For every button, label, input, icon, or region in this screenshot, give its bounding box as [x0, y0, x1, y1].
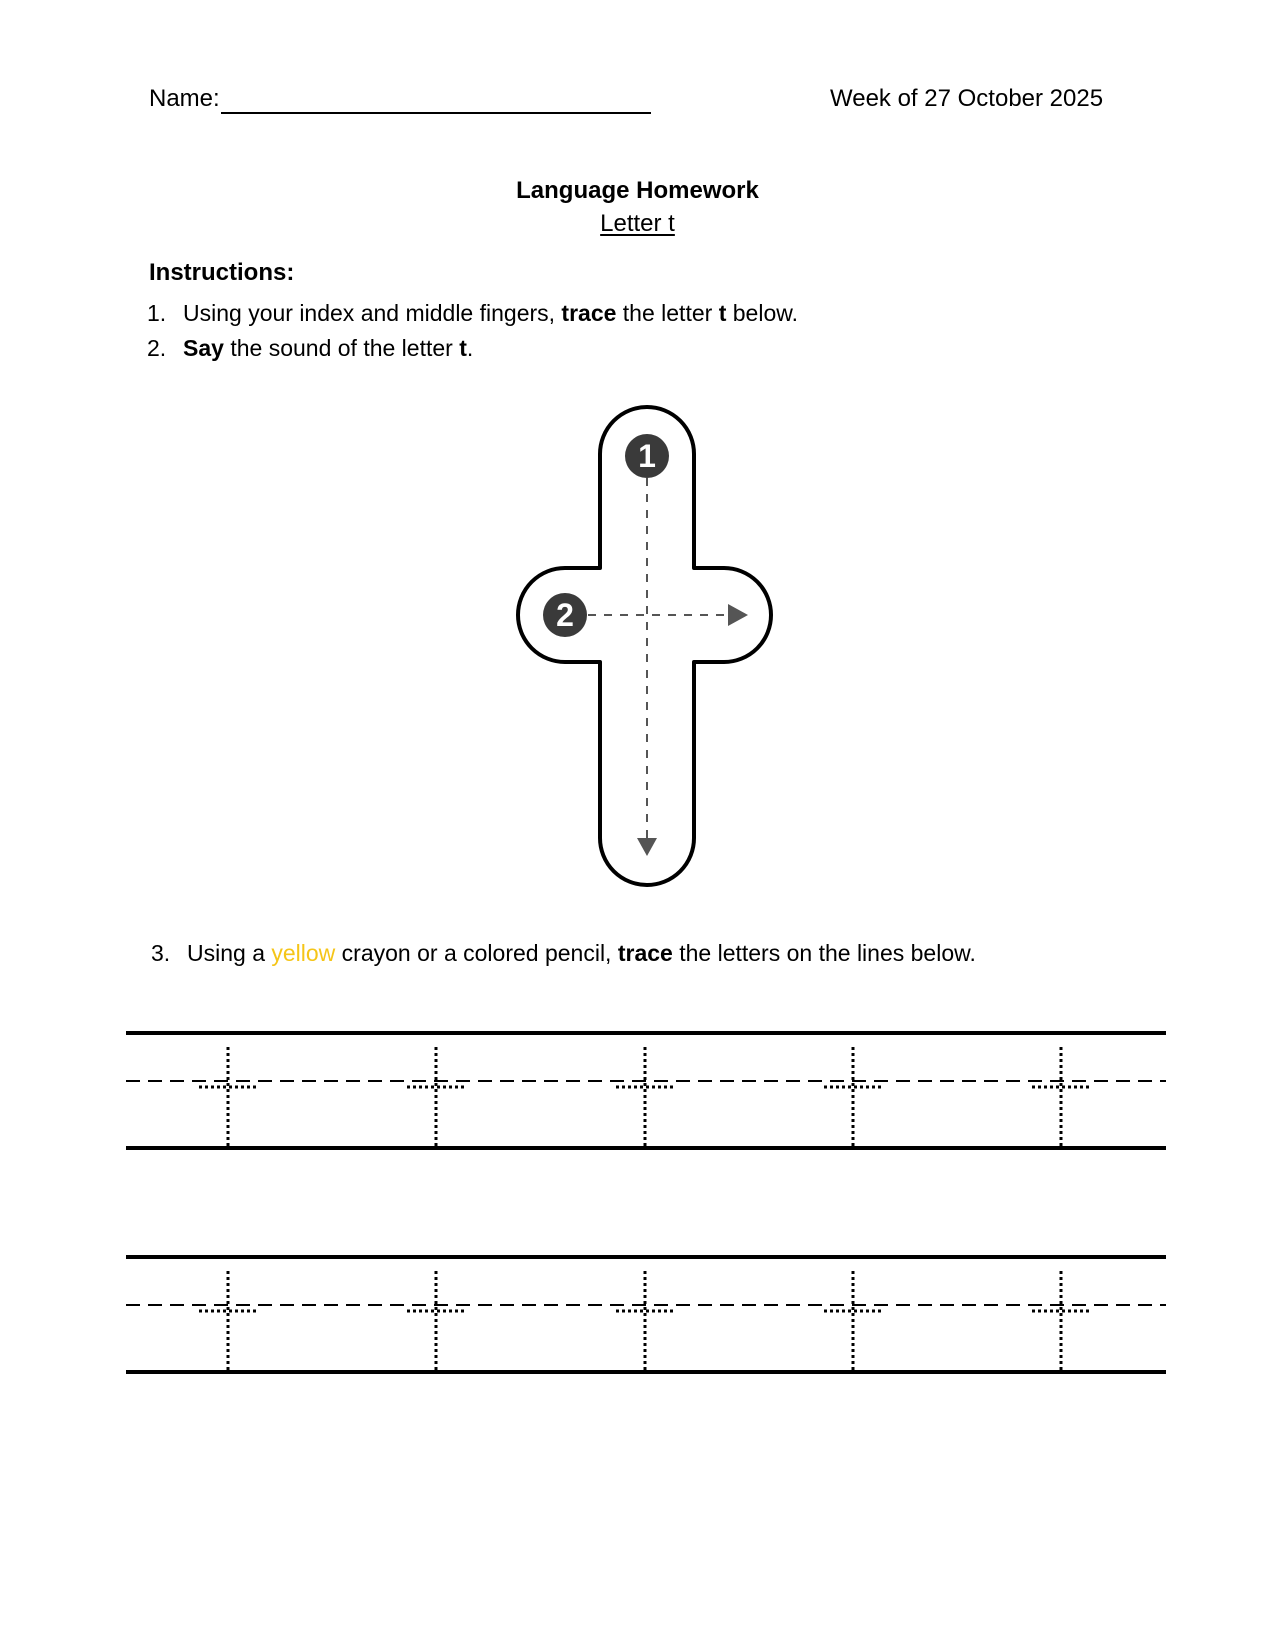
- step-text: crayon or a colored pencil,: [335, 940, 618, 966]
- step-letter: t: [459, 335, 467, 361]
- page-subtitle: Letter t: [600, 210, 675, 237]
- step-number: 3.: [151, 940, 171, 966]
- name-label: Name:: [149, 85, 220, 112]
- step-number: 1.: [147, 300, 167, 326]
- step-emphasis: trace: [561, 300, 617, 326]
- step-letter: t: [718, 300, 727, 326]
- step-text: Using your index and middle fingers,: [183, 300, 562, 326]
- step-text: the letter: [616, 300, 719, 326]
- week-date: Week of 27 October 2025: [830, 85, 1104, 112]
- step-number: 2.: [147, 335, 167, 361]
- step-text: Using a: [187, 940, 272, 966]
- step-text: the sound of the letter: [223, 335, 460, 361]
- stroke-1-number: 1: [638, 438, 656, 474]
- instructions-heading: Instructions:: [149, 259, 295, 286]
- step-emphasis: Say: [183, 335, 224, 361]
- stroke-2-number: 2: [556, 597, 574, 633]
- page-title: Language Homework: [516, 177, 759, 204]
- step-text: the letters on the lines below.: [672, 940, 976, 966]
- step-text: below.: [726, 300, 798, 326]
- step-text: .: [466, 335, 474, 361]
- highlight-word: yellow: [271, 940, 336, 966]
- step-emphasis: trace: [617, 940, 673, 966]
